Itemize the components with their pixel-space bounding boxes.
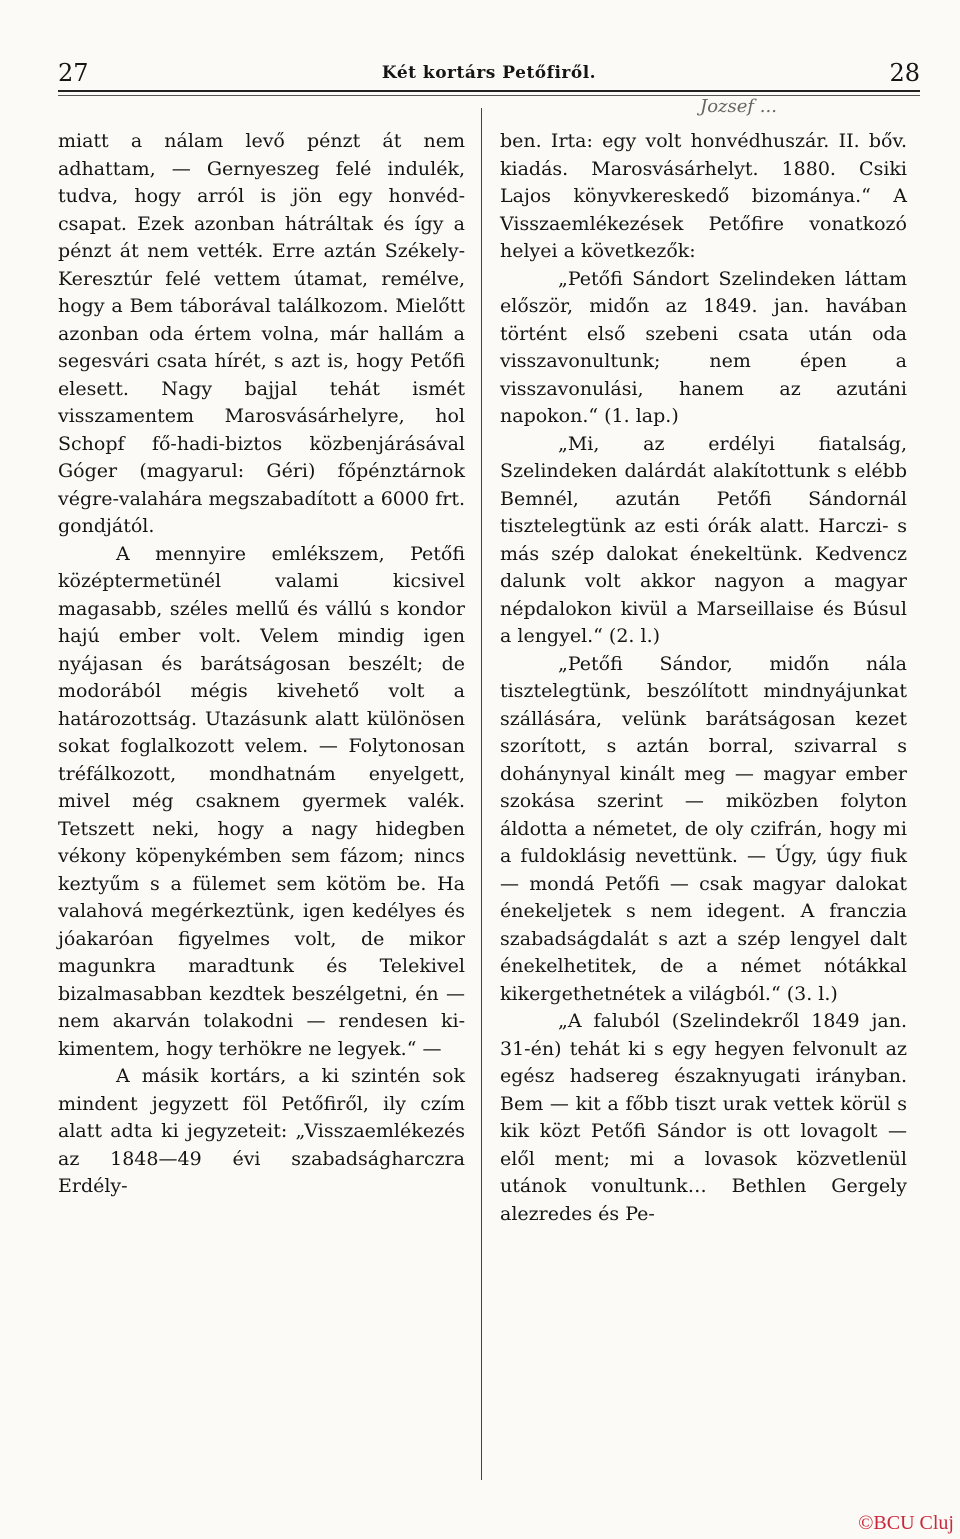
library-watermark: ©BCU Cluj bbox=[858, 1512, 954, 1534]
paragraph: A másik kortárs, a ki szintén sok mindent jegyzett föl Petőfiről, ily czím alatt adta ki jegyzeteit: „Visszaemlékezés az 1848—49 évi szabadságharczra Erdély- bbox=[58, 1065, 465, 1197]
left-column bbox=[58, 128, 465, 1201]
paragraph: A mennyire emlékszem, Petőfi középtermetünél valami kicsivel magasabb, széles mellű és vállú s kondor hajú ember volt. Velem mindig igen nyájasan és barátságosan beszélt; de modorából mégis kivehető volt a határozottság. Utazásunk alatt különösen sokat foglalkozott velem. — Folytonosan tréfálkozott, mondhatnám enyelgett, mivel még csaknem gyermek valék. Tetszett neki, hogy a nagy hidegben vékony köpenykémben sem fázom; nincs keztyűm s a fülemet sem kötöm be. Ha valahová megérkeztünk, igen kedélyes és jóakaróan figyelmes volt, de mikor magunkra maradtunk és Telekivel bizalmasabban kezdtek beszélgetni, én — nem akarván tolakodni — rendesen ki-kimentem, hogy terhökre ne legyek.“ — bbox=[58, 542, 465, 1060]
paragraph: miatt a nálam levő pénzt át nem adhattam, — Gernyeszeg felé indulék, tudva, hogy arról is jön egy honvéd-csapat. Ezek azonban hátráltak és így a pénzt át nem vették. Erre aztán Székely-Keresztúr felé vettem útamat, remélve, hogy a Bem táborával találkozom. Mielőtt azonban oda értem volna, már hallám a segesvári csata hírét, s azt is, hogy Petőfi elesett. Nagy bajjal tehát ismét visszamentem Marosvásárhelyre, hol Schopf fő-hadi-biztos közbenjárásával Góger (magyarul: Géri) főpénztárnok végre-valahára megszabadított a 6000 frt. gondjától. bbox=[58, 130, 465, 537]
paragraph: „Mi, az erdélyi fiatalság, Szelindeken dalárdát alakítottunk s elébb Bemnél, azután Petőfi Sándornál tisztelegtünk az esti órák alatt. Harczi- s más szép dalokat énekeltünk. Kedvencz dalunk volt akkor nagyon a magyar népdalokon kivül a Marseillaise és Búsul a lengyel.“ (2. l.) bbox=[500, 432, 907, 647]
page-number-left: 27 bbox=[58, 59, 89, 87]
handwritten-annotation: Jozsef ... bbox=[700, 96, 777, 117]
right-column bbox=[500, 128, 907, 1228]
column-divider bbox=[481, 108, 482, 1480]
header-rule bbox=[58, 95, 920, 96]
paragraph: „Petőfi Sándor, midőn nála tisztelegtünk, beszólított mindnyájunkat szállására, velünk barátságosan kezet szorított, s aztán borral, szivarral s dohánynyal kinált meg — magyar ember szokása szerint — miközben folyton áldotta a németet, de oly czifrán, hogy mi a fuldoklásig nevettünk. — Úgy, úgy fiuk — mondá Petőfi — csak magyar dalokat énekeljetek s nem idegent. A franczia szabadságdalát s azt a szép lengyel dalt énekelhetitek, de a német nótákkal kikergethetnétek a világból.“ (3. l.) bbox=[500, 652, 907, 1005]
running-title: Két kortárs Petőfiről. bbox=[381, 63, 597, 83]
page-number-right: 28 bbox=[889, 59, 920, 87]
page-header bbox=[58, 58, 920, 92]
paragraph: ben. Irta: egy volt honvédhuszár. II. bőv. kiadás. Marosvásárhelyt. 1880. Csiki Lajos könyvkereskedő bizománya.“ A Visszaemlékezések Petőfire vonatkozó helyei a következők: bbox=[500, 130, 907, 262]
paragraph: „Petőfi Sándort Szelindeken láttam először, midőn az 1849. jan. havában történt első szebeni csata után oda visszavonultunk; nem épen a visszavonulási, hanem az azutáni napokon.“ (1. lap.) bbox=[500, 267, 907, 427]
paragraph: „A faluból (Szelindekről 1849 jan. 31-én) tehát ki s egy hegyen felvonult az egész hadsereg északnyugati irányban. Bem — kit a főbb tiszt urak vettek körül s kik közt Petőfi Sándor is ott lovagolt — elől ment; mi a lovasok közvetlenül utánok vonultunk… Bethlen Gergely alezredes és Pe- bbox=[500, 1010, 907, 1225]
